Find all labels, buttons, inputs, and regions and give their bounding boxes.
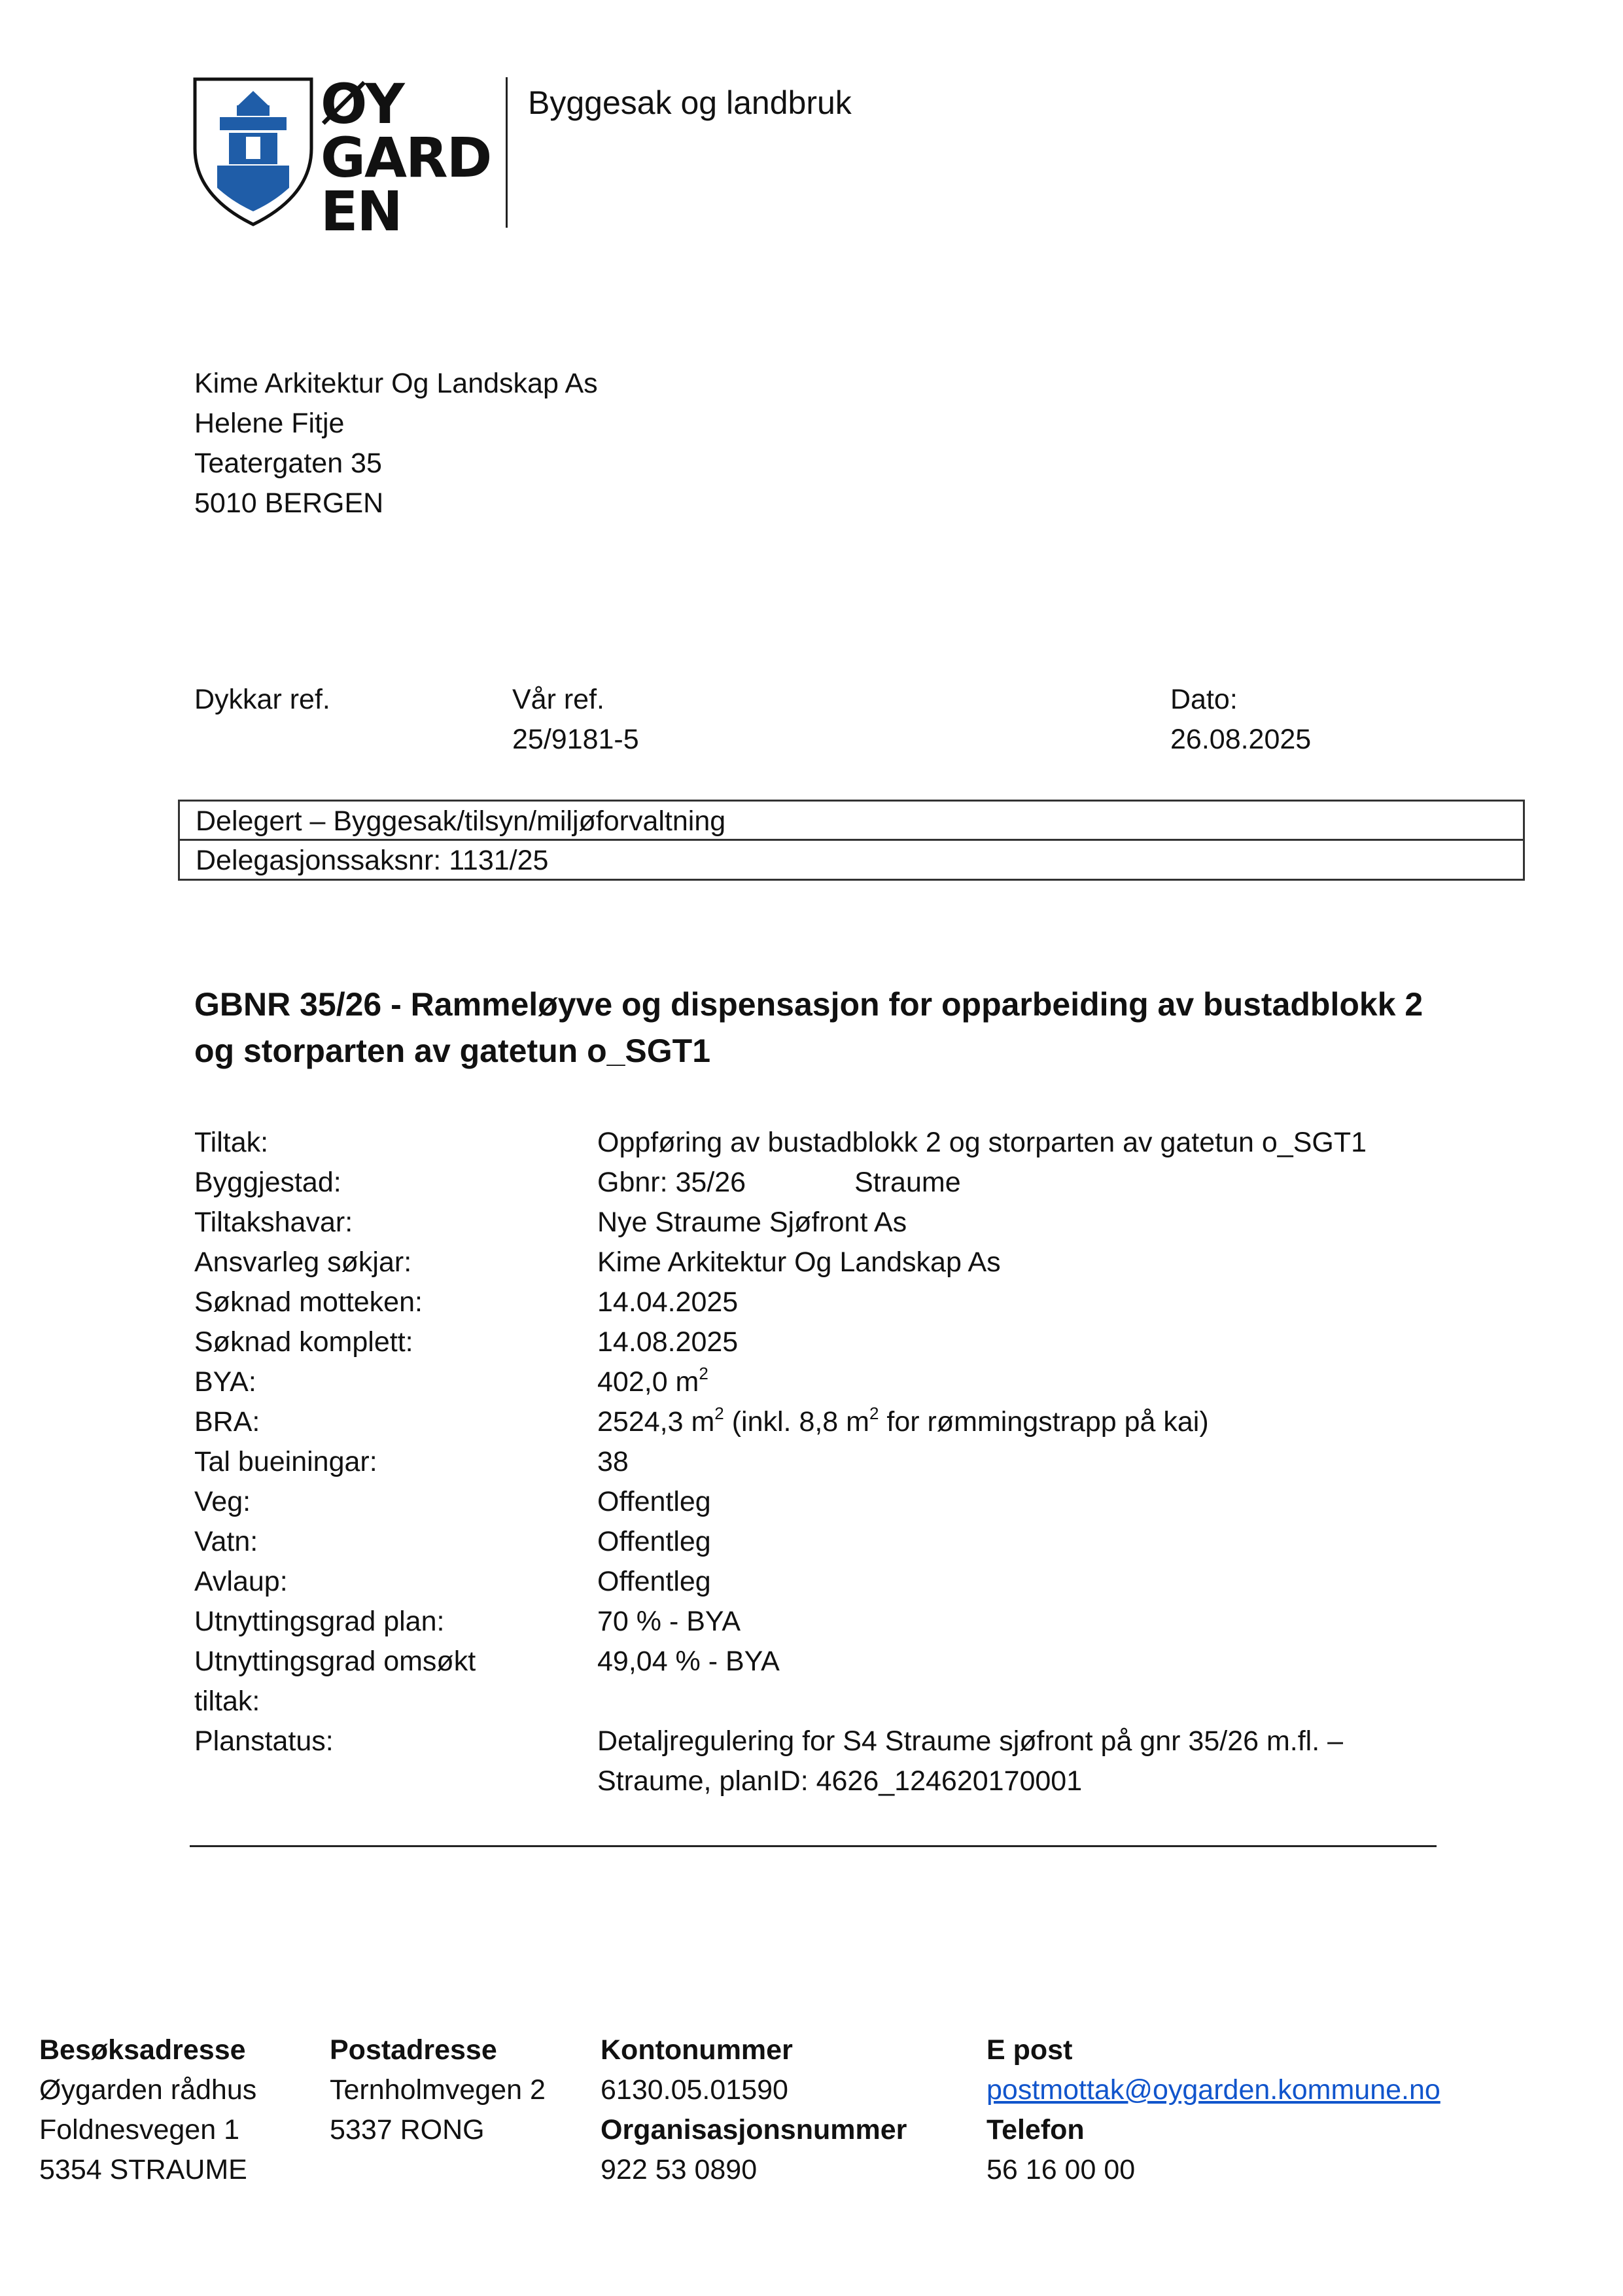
section-divider — [190, 1845, 1437, 1847]
info-label: Vatn: — [194, 1526, 258, 1557]
footer-heading: Organisasjonsnummer — [601, 2114, 907, 2146]
info-value: Offentleg — [597, 1486, 711, 1517]
info-value: 49,04 % - BYA — [597, 1646, 780, 1677]
info-label: Ansvarleg søkjar: — [194, 1246, 412, 1278]
our-ref-value: 25/9181-5 — [512, 724, 639, 755]
recipient-name: Helene Fitje — [194, 408, 345, 439]
organisation-number: 922 53 0890 — [601, 2154, 758, 2185]
info-label: BYA: — [194, 1366, 256, 1398]
info-value-line: Detaljregulering for S4 Straume sjøfront på gnr 35/26 m.fl. – — [597, 1725, 1344, 1757]
info-row-tiltakshavar — [194, 1203, 1476, 1243]
footer-line: 5337 RONG — [330, 2114, 485, 2146]
info-label: Søknad komplett: — [194, 1326, 413, 1358]
info-label: Planstatus: — [194, 1725, 334, 1757]
info-value — [597, 1402, 1476, 1442]
info-row-avlaup — [194, 1562, 1476, 1602]
info-row-tiltak — [194, 1123, 1476, 1163]
footer-heading: Besøksadresse — [39, 2034, 246, 2066]
recipient-address — [194, 364, 598, 523]
logo-text-line-2: GARD — [321, 126, 491, 190]
superscript: 2 — [699, 1364, 708, 1383]
footer-account-info — [601, 2030, 907, 2190]
delegation-type: Delegert – Byggesak/tilsyn/miljøforvaltning — [180, 802, 1523, 841]
info-value: 14.08.2025 — [597, 1326, 739, 1358]
superscript: 2 — [714, 1404, 724, 1423]
info-value: Offentleg — [597, 1526, 711, 1557]
bra-note: (inkl. 8,8 m — [724, 1406, 869, 1438]
info-label: Utnyttingsgrad plan: — [194, 1606, 445, 1637]
info-label-line: tiltak: — [194, 1686, 260, 1717]
footer-line: Foldnesvegen 1 — [39, 2114, 239, 2146]
info-label: Tiltakshavar: — [194, 1207, 353, 1238]
info-row-utnyttingsgrad-plan — [194, 1602, 1476, 1642]
header-divider — [506, 77, 508, 228]
document-title: GBNR 35/26 - Rammeløyve og dispensasjon for opparbeiding av bustadblokk 2 og storparten av gatetun o_SGT1 — [194, 986, 1423, 1069]
bya-value: 402,0 m — [597, 1366, 699, 1398]
phone-number: 56 16 00 00 — [986, 2154, 1136, 2185]
info-row-tal-bueiningar — [194, 1442, 1476, 1482]
info-row-utnyttingsgrad-omsokt — [194, 1642, 1476, 1722]
info-label: Avlaup: — [194, 1566, 288, 1597]
info-label: Tiltak: — [194, 1127, 269, 1158]
superscript: 2 — [869, 1404, 879, 1423]
your-ref-label: Dykkar ref. — [194, 684, 330, 715]
info-label — [194, 1642, 597, 1722]
info-value: Kime Arkitektur Og Landskap As — [597, 1246, 1001, 1278]
footer-contact — [986, 2030, 1440, 2190]
info-row-soknad-komplett — [194, 1322, 1476, 1362]
bra-note-tail: for rømmingstrapp på kai) — [879, 1406, 1209, 1438]
info-value: 70 % - BYA — [597, 1606, 741, 1637]
bra-value: 2524,3 m — [597, 1406, 715, 1438]
footer-line: Øygarden rådhus — [39, 2074, 257, 2106]
info-value: Oppføring av bustadblokk 2 og storparten av gatetun o_SGT1 — [597, 1127, 1367, 1158]
info-label: BRA: — [194, 1406, 260, 1438]
info-row-veg — [194, 1482, 1476, 1522]
info-value — [597, 1362, 1476, 1402]
info-label: Byggjestad: — [194, 1167, 341, 1198]
date-label: Dato: — [1170, 684, 1238, 715]
email-link[interactable]: postmottak@oygarden.kommune.no — [986, 2074, 1440, 2106]
case-info-table — [194, 1123, 1476, 1801]
gbnr-value: Gbnr: 35/26 — [597, 1167, 746, 1198]
footer-visit-address — [39, 2030, 256, 2190]
info-row-planstatus — [194, 1722, 1476, 1801]
recipient-postal: 5010 BERGEN — [194, 487, 384, 519]
info-value: 14.04.2025 — [597, 1286, 739, 1318]
info-value: Offentleg — [597, 1566, 711, 1597]
account-number: 6130.05.01590 — [601, 2074, 788, 2106]
footer-heading: E post — [986, 2034, 1073, 2066]
footer-heading: Postadresse — [330, 2034, 497, 2066]
info-label: Tal bueiningar: — [194, 1446, 377, 1477]
info-label: Søknad motteken: — [194, 1286, 423, 1318]
logo-wordmark — [321, 72, 504, 243]
info-value: 38 — [597, 1446, 629, 1477]
info-value — [597, 1163, 1476, 1203]
info-row-byggjestad — [194, 1163, 1476, 1203]
info-value: Nye Straume Sjøfront As — [597, 1207, 907, 1238]
recipient-company: Kime Arkitektur Og Landskap As — [194, 368, 598, 399]
info-row-bra — [194, 1402, 1476, 1442]
our-ref-label: Vår ref. — [512, 684, 604, 715]
footer-heading: Telefon — [986, 2114, 1085, 2146]
logo-text-line-3: EN — [321, 179, 402, 243]
info-value-line: Straume, planID: 4626_124620170001 — [597, 1765, 1083, 1797]
footer-line: 5354 STRAUME — [39, 2154, 247, 2185]
delegation-box — [178, 800, 1525, 881]
info-row-ansvarleg-sokjar — [194, 1243, 1476, 1282]
footer-heading: Kontonummer — [601, 2034, 793, 2066]
recipient-street: Teatergaten 35 — [194, 448, 382, 479]
info-row-soknad-motteken — [194, 1282, 1476, 1322]
place-value: Straume — [854, 1167, 961, 1198]
footer-postal-address — [330, 2030, 546, 2150]
info-label: Veg: — [194, 1486, 251, 1517]
logo-text-line-1: ØY — [321, 72, 404, 136]
footer-line: Ternholmvegen 2 — [330, 2074, 546, 2106]
info-row-vatn — [194, 1522, 1476, 1562]
info-label-line: Utnyttingsgrad omsøkt — [194, 1646, 476, 1677]
delegation-case-number: Delegasjonssaksnr: 1131/25 — [196, 845, 549, 876]
info-row-bya — [194, 1362, 1476, 1402]
date-value: 26.08.2025 — [1170, 724, 1312, 755]
department-name: Byggesak og landbruk — [528, 84, 852, 121]
coat-of-arms-icon — [191, 75, 315, 229]
info-value — [597, 1722, 1476, 1801]
